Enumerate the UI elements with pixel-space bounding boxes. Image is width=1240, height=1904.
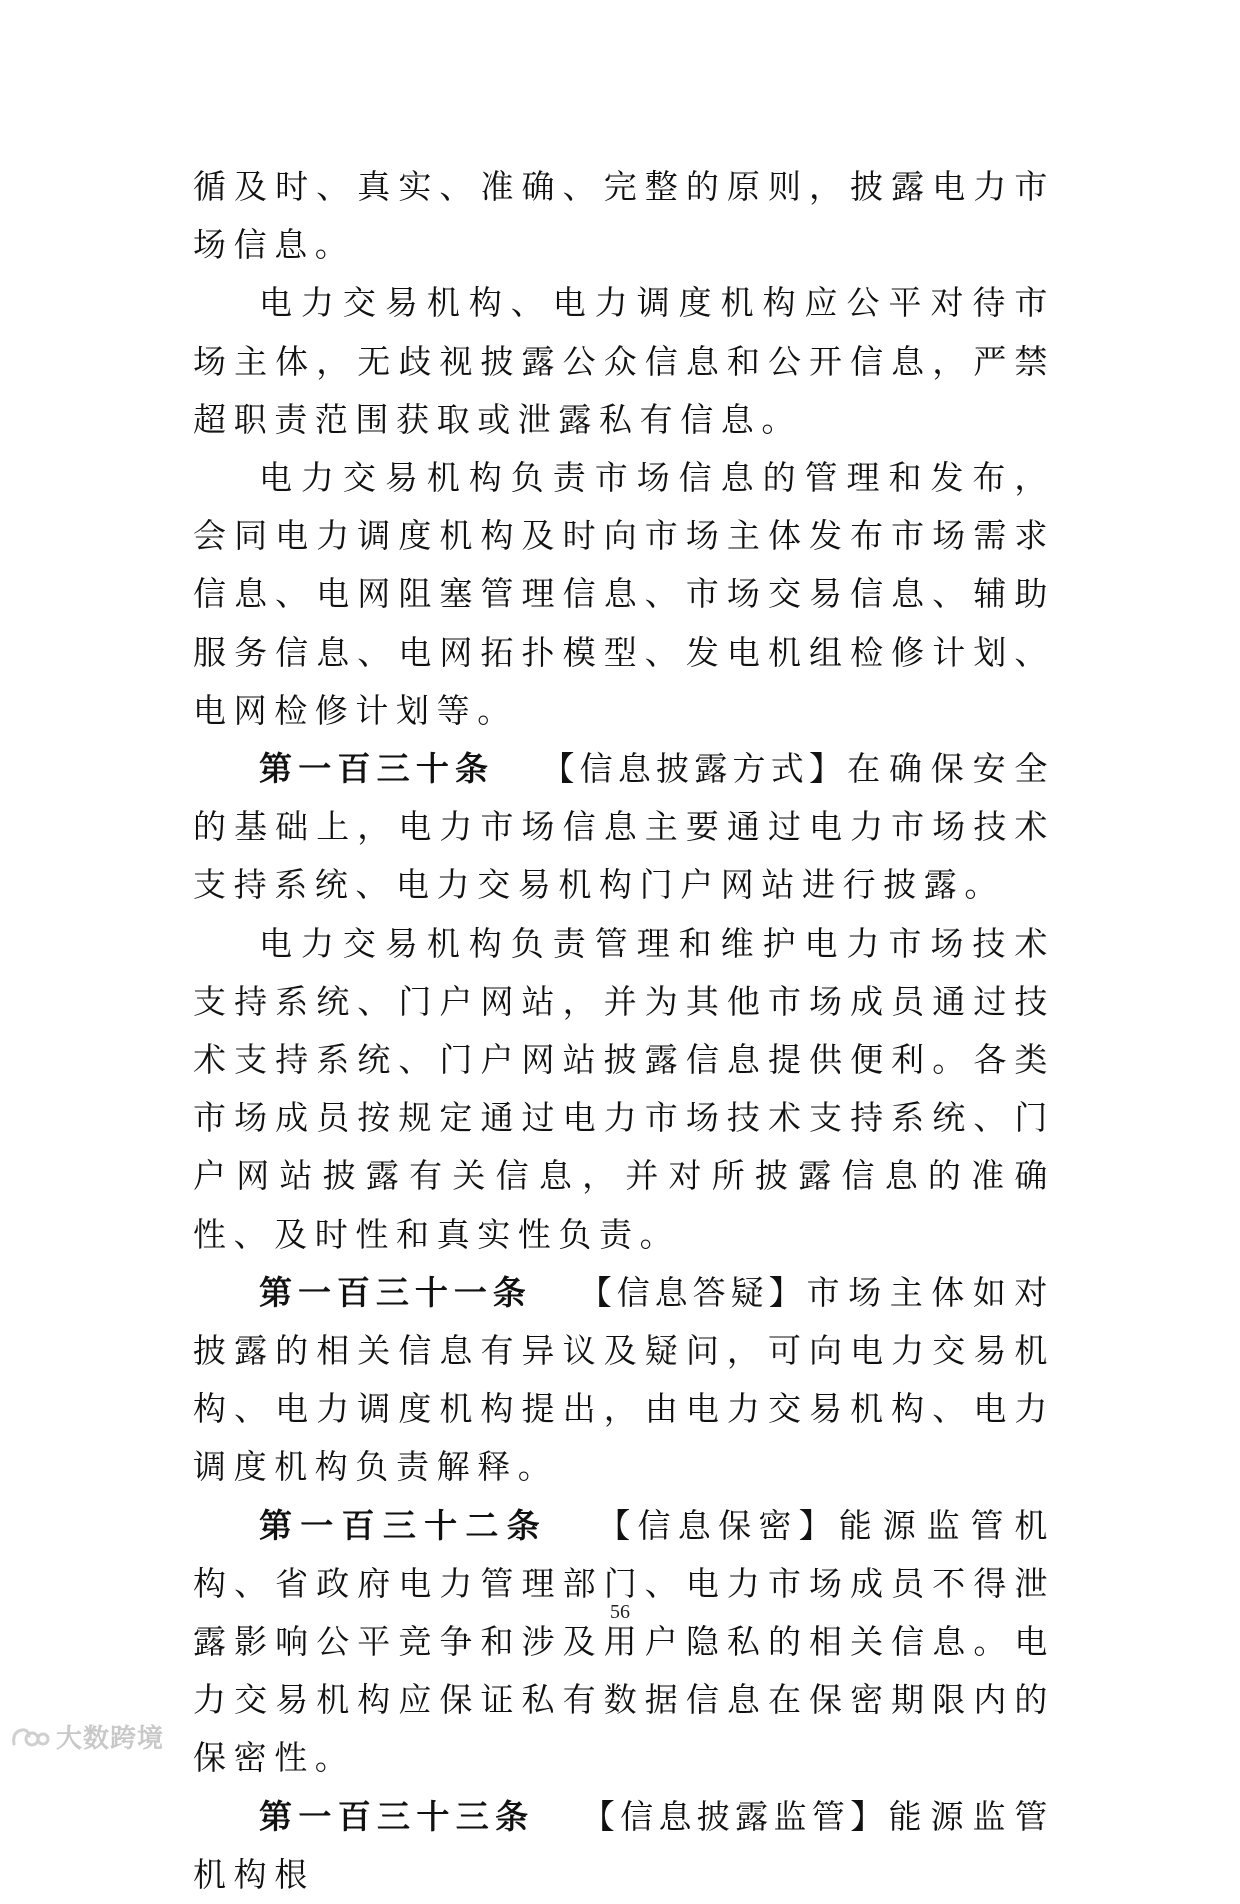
watermark (10, 1718, 164, 1755)
body-text (193, 158, 1055, 1904)
paragraph (193, 449, 1055, 740)
paragraph-text: 电力交易机构、电力调度机构应公平对待市场主体，无歧视披露公众信息和公开信息，严禁超职责范围获取或泄露私有信息。 (193, 283, 1055, 439)
paragraph-text: 能源监管机构、省政府电力管理部门、电力市场成员不得泄露影响公平竞争和涉及用户隐私的相关信息。电力交易机构应保证私有数据信息在保密期限内的保密性。 (193, 1505, 1056, 1778)
article-paragraph (193, 740, 1055, 915)
article-heading: 【信息披露方式】 (540, 749, 848, 789)
article-paragraph (193, 1264, 1055, 1497)
paragraph-text: 循及时、真实、准确、完整的原则，披露电力市场信息。 (193, 167, 1055, 265)
article-number: 第一百三十一条 (259, 1272, 532, 1312)
paragraph (193, 274, 1055, 449)
paragraph-text: 市场主体如对披露的相关信息有异议及疑问，可向电力交易机构、电力调度机构提出，由电力交易机构、电力调度机构负责解释。 (193, 1272, 1056, 1487)
paragraph-text: 电力交易机构负责市场信息的管理和发布，会同电力调度机构及时向市场主体发布市场需求信息、电网阻塞管理信息、市场交易信息、辅助服务信息、电网拓扑模型、发电机组检修计划、电网检修计划等。 (193, 458, 1055, 730)
watermark-text: 大数跨境 (56, 1724, 165, 1754)
article-number: 第一百三十条 (259, 749, 495, 789)
paragraph-text: 能源监管机构根 (193, 1796, 1056, 1894)
logo-icon (10, 1722, 50, 1752)
paragraph-text: 电力交易机构负责管理和维护电力市场技术支持系统、门户网站，并为其他市场成员通过技术支持系统、门户网站披露信息提供便利。各类市场成员按规定通过电力市场技术支持系统、门户网站披露有关信息，并对所披露信息的准确性、及时性和真实性负责。 (193, 923, 1055, 1254)
article-number: 第一百三十三条 (259, 1796, 535, 1836)
page-number: 56 (610, 1601, 630, 1623)
article-heading: 【信息保密】 (593, 1505, 839, 1545)
article-number: 第一百三十二条 (259, 1505, 548, 1545)
paragraph-text: 在确保安全的基础上，电力市场信息主要通过电力市场技术支持系统、电力交易机构门户网站进行披露。 (193, 749, 1056, 905)
article-heading: 【信息披露监管】 (580, 1796, 889, 1836)
paragraph (193, 158, 1055, 274)
article-paragraph (193, 1497, 1055, 1788)
article-heading: 【信息答疑】 (577, 1272, 807, 1312)
article-paragraph (193, 1788, 1055, 1904)
paragraph (193, 915, 1055, 1264)
